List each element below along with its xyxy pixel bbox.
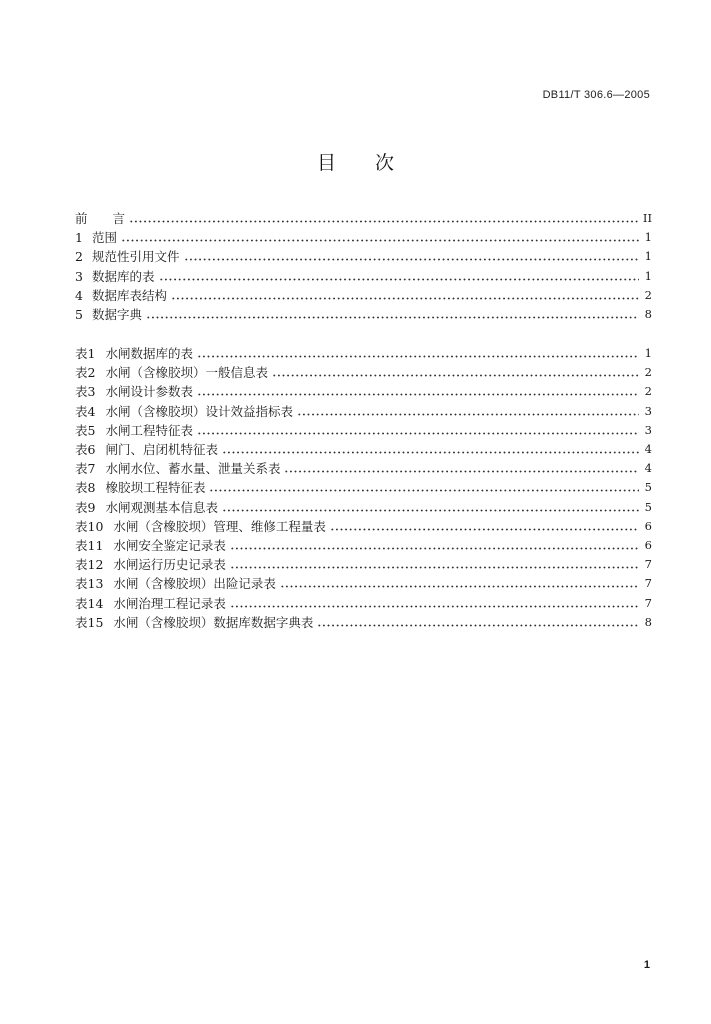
page-ref: 4 — [644, 442, 652, 457]
toc-table-row — [75, 459, 652, 478]
toc-table-row — [75, 536, 652, 555]
page-ref: 7 — [644, 576, 652, 591]
toc-table-row — [75, 555, 652, 574]
entry-title: 水闸观测基本信息表 — [105, 499, 218, 515]
page-ref: 6 — [644, 537, 652, 552]
toc-table-row — [75, 402, 652, 421]
entry-number: 1 — [75, 230, 83, 246]
dot-leader — [197, 382, 639, 401]
toc-tables-list — [75, 344, 652, 632]
entry-title: 数据库表结构 — [92, 287, 168, 303]
entry-title: 前 言 — [75, 211, 126, 227]
page-ref: 8 — [644, 307, 652, 322]
dot-leader — [146, 305, 639, 324]
toc-table-row — [75, 344, 652, 363]
toc-table-row — [75, 574, 652, 593]
toc-section-row — [75, 267, 652, 286]
entry-title: 水闸（含橡胶坝）管理、维修工程量表 — [113, 518, 326, 534]
entry-number: 表15 — [75, 614, 104, 630]
entry-number: 表12 — [75, 557, 104, 573]
toc-table-row — [75, 382, 652, 401]
entry-number: 表4 — [75, 403, 96, 419]
entry-title: 水闸（含橡胶坝）设计效益指标表 — [105, 403, 293, 419]
dot-leader — [317, 613, 639, 632]
toc-section-row — [75, 286, 652, 305]
entry-title: 水闸（含橡胶坝）数据库数据字典表 — [113, 614, 314, 630]
entry-number: 表7 — [75, 461, 96, 477]
entry-title: 水闸（含橡胶坝）一般信息表 — [105, 365, 268, 381]
entry-number: 3 — [75, 268, 83, 284]
toc-sections-list — [75, 209, 652, 324]
entry-number: 表14 — [75, 595, 104, 611]
entry-number: 表10 — [75, 518, 104, 534]
dot-leader — [297, 402, 639, 421]
dot-leader — [330, 517, 639, 536]
dot-leader — [272, 363, 639, 382]
dot-leader — [222, 498, 639, 517]
toc-table-row — [75, 440, 652, 459]
page-ref: 6 — [644, 518, 652, 533]
dot-leader — [197, 421, 639, 440]
page-ref: 1 — [644, 230, 652, 245]
page-ref: 4 — [644, 461, 652, 476]
page-ref: 8 — [644, 614, 652, 629]
dot-leader — [159, 267, 639, 286]
entry-title: 水闸数据库的表 — [105, 346, 193, 362]
entry-title: 水闸水位、蓄水量、泄量关系表 — [105, 461, 281, 477]
page-ref: 5 — [644, 480, 652, 495]
page-ref: II — [642, 211, 652, 226]
dot-leader — [209, 478, 639, 497]
entry-number: 5 — [75, 307, 83, 323]
entry-title: 规范性引用文件 — [92, 249, 180, 265]
entry-number: 表6 — [75, 442, 96, 458]
dot-leader — [280, 574, 639, 593]
dot-leader — [284, 459, 639, 478]
page-ref: 2 — [644, 287, 652, 302]
entry-number: 4 — [75, 287, 83, 303]
entry-number: 表2 — [75, 365, 96, 381]
page-ref: 2 — [644, 365, 652, 380]
toc-table-row — [75, 363, 652, 382]
page-ref: 7 — [644, 557, 652, 572]
dot-leader — [230, 555, 639, 574]
entry-number: 表5 — [75, 422, 96, 438]
dot-leader — [222, 440, 639, 459]
dot-leader — [171, 286, 639, 305]
entry-number: 表13 — [75, 576, 104, 592]
page-ref: 3 — [644, 403, 652, 418]
entry-number: 2 — [75, 249, 83, 265]
entry-title: 水闸治理工程记录表 — [113, 595, 226, 611]
entry-title: 数据字典 — [92, 307, 143, 323]
dot-leader — [129, 209, 638, 228]
dot-leader — [121, 228, 639, 247]
entry-number: 表8 — [75, 480, 96, 496]
entry-title: 橡胶坝工程特征表 — [105, 480, 206, 496]
entry-title: 水闸安全鉴定记录表 — [113, 537, 226, 553]
page-ref: 7 — [644, 595, 652, 610]
toc-section-row — [75, 247, 652, 266]
toc-table-row — [75, 613, 652, 632]
dot-leader — [230, 594, 639, 613]
toc-table-row — [75, 593, 652, 612]
entry-title: 数据库的表 — [92, 268, 155, 284]
entry-title: 范围 — [92, 230, 118, 246]
dot-leader — [197, 344, 639, 363]
dot-leader — [230, 536, 639, 555]
entry-number: 表1 — [75, 346, 96, 362]
page-title: 目 次 — [316, 152, 404, 174]
standard-code: DB11/T 306.6—2005 — [542, 89, 650, 101]
toc-table-row — [75, 478, 652, 497]
entry-title: 水闸工程特征表 — [105, 422, 193, 438]
page-ref: 3 — [644, 422, 652, 437]
page-ref: 1 — [644, 346, 652, 361]
toc-table-row — [75, 498, 652, 517]
page-ref: 2 — [644, 384, 652, 399]
toc-section-row — [75, 209, 652, 228]
toc-table-row — [75, 421, 652, 440]
entry-title: 水闸运行历史记录表 — [113, 557, 226, 573]
entry-title: 水闸（含橡胶坝）出险记录表 — [113, 576, 276, 592]
toc-table-row — [75, 517, 652, 536]
toc-section-row — [75, 305, 652, 324]
entry-number: 表9 — [75, 499, 96, 515]
page-number: 1 — [643, 959, 650, 971]
entry-title: 水闸设计参数表 — [105, 384, 193, 400]
entry-number: 表3 — [75, 384, 96, 400]
dot-leader — [184, 247, 639, 266]
toc-section-row — [75, 228, 652, 247]
page-ref: 1 — [644, 249, 652, 264]
page-ref: 5 — [644, 499, 652, 514]
entry-title: 闸门、启闭机特征表 — [105, 442, 218, 458]
page-ref: 1 — [644, 268, 652, 283]
entry-number: 表11 — [75, 537, 104, 553]
